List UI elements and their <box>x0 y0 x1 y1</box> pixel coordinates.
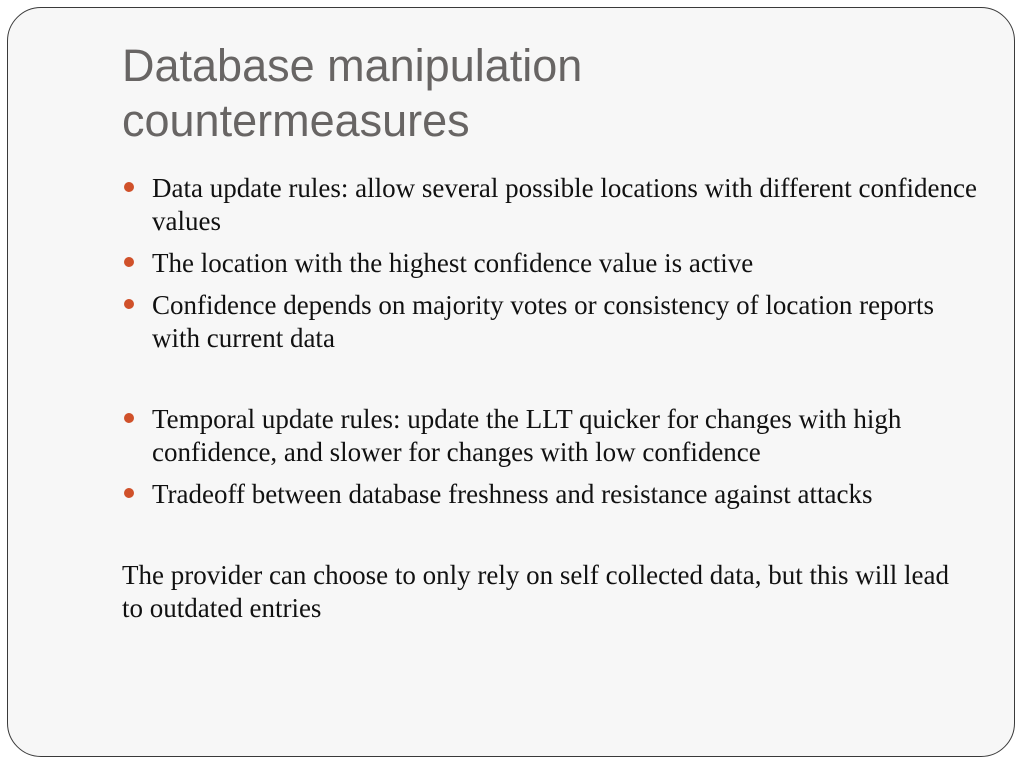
bullet-dot-icon <box>124 299 134 309</box>
bullet-text: Tradeoff between database freshness and resistance against attacks <box>152 479 873 509</box>
bullet-item <box>122 289 982 355</box>
spacer <box>122 520 982 559</box>
slide-title-line-1: Database manipulation <box>122 40 583 91</box>
bullet-list-1 <box>122 172 982 355</box>
spacer <box>122 364 982 403</box>
bullet-text: The location with the highest confidence value is active <box>152 248 754 278</box>
slide-body <box>122 172 982 625</box>
bullet-item <box>122 478 982 511</box>
slide-title-line-2: countermeasures <box>122 95 470 146</box>
final-paragraph: The provider can choose to only rely on self collected data, but this will lead to outdated entries <box>122 560 949 623</box>
bullet-text: Temporal update rules: update the LLT quicker for changes with high confidence, and slower for changes with low confidence <box>152 404 902 467</box>
bullet-item <box>122 247 982 280</box>
bullet-item <box>122 172 982 238</box>
slide-frame <box>7 7 1015 757</box>
bullet-dot-icon <box>124 182 134 192</box>
bullet-text: Confidence depends on majority votes or consistency of location reports with current data <box>152 290 935 353</box>
bullet-dot-icon <box>124 257 134 267</box>
bullet-list-2 <box>122 403 982 511</box>
bullet-dot-icon <box>124 413 134 423</box>
slide-title <box>122 38 942 148</box>
bullet-item <box>122 403 982 469</box>
bullet-dot-icon <box>124 488 134 498</box>
bullet-text: Data update rules: allow several possible locations with different confidence values <box>152 173 977 236</box>
